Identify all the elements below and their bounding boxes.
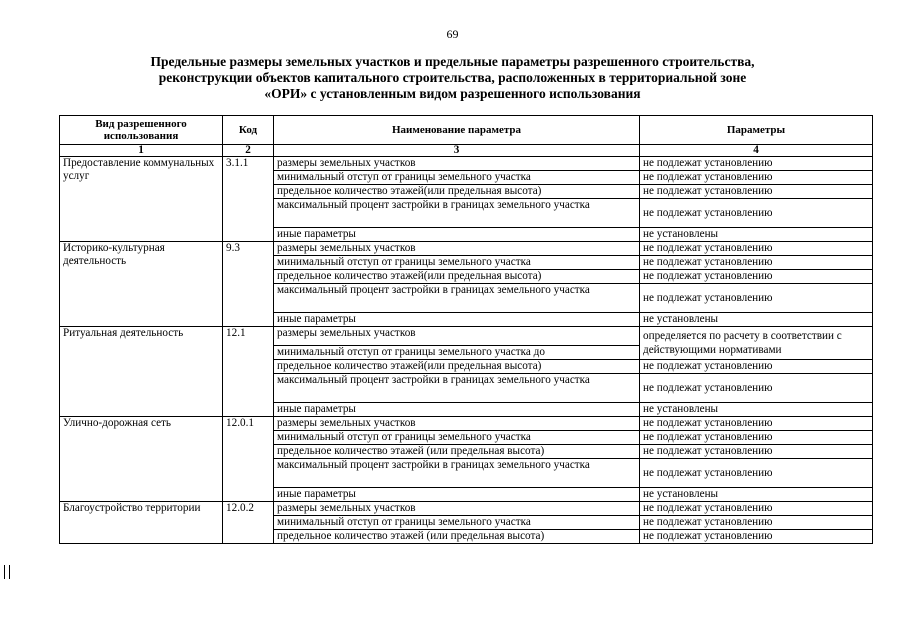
code-cell: 12.0.1 <box>223 417 274 502</box>
table-row <box>60 157 873 171</box>
parameter-name-cell: размеры земельных участков <box>274 157 640 171</box>
parameter-value-cell: не подлежат установлению <box>640 256 873 270</box>
parameter-value-cell: не подлежат установлению <box>640 284 873 313</box>
parameter-value-cell: не подлежат установлению <box>640 445 873 459</box>
parameter-name-cell: предельное количество этажей(или предельная высота) <box>274 360 640 374</box>
parameter-name-cell: предельное количество этажей (или предельная высота) <box>274 530 640 544</box>
column-number: 4 <box>640 145 873 157</box>
parameter-name-cell: размеры земельных участков <box>274 417 640 431</box>
title-line-2: реконструкции объектов капитального строительства, расположенных в территориальной зоне <box>158 70 747 85</box>
parameter-name-cell: предельное количество этажей (или предельная высота) <box>274 445 640 459</box>
parameter-name-cell: минимальный отступ от границы земельного участка <box>274 431 640 445</box>
parameter-name-cell: размеры земельных участков <box>274 502 640 516</box>
table-row <box>60 327 873 346</box>
parameter-value-cell: не подлежат установлению <box>640 502 873 516</box>
use-type-cell: Благоустройство территории <box>60 502 223 544</box>
column-number: 2 <box>223 145 274 157</box>
parameter-name-cell: иные параметры <box>274 313 640 327</box>
parameter-value-cell: не установлены <box>640 403 873 417</box>
use-type-cell: Предоставление коммунальных услуг <box>60 157 223 242</box>
parameter-name-cell: максимальный процент застройки в границах земельного участка <box>274 199 640 228</box>
scan-edge-mark <box>4 565 10 579</box>
parameter-value-cell: не установлены <box>640 488 873 502</box>
parameter-value-cell: не подлежат установлению <box>640 530 873 544</box>
parameter-value-cell: не установлены <box>640 313 873 327</box>
parameter-name-cell: предельное количество этажей(или предельная высота) <box>274 185 640 199</box>
parameter-value-cell: не подлежат установлению <box>640 374 873 403</box>
parameter-name-cell: размеры земельных участков <box>274 242 640 256</box>
parameter-name-cell: размеры земельных участков <box>274 327 640 346</box>
header-use-type: Вид разрешенного использования <box>60 116 223 145</box>
parameter-value-cell: не подлежат установлению <box>640 199 873 228</box>
code-cell: 3.1.1 <box>223 157 274 242</box>
use-type-cell: Ритуальная деятельность <box>60 327 223 417</box>
header-parameter-name: Наименование параметра <box>274 116 640 145</box>
parameter-value-cell: не подлежат установлению <box>640 417 873 431</box>
parameter-name-cell: максимальный процент застройки в границах земельного участка <box>274 284 640 313</box>
parameter-value-cell: не подлежат установлению <box>640 516 873 530</box>
code-cell: 12.1 <box>223 327 274 417</box>
parameter-name-cell: иные параметры <box>274 228 640 242</box>
parameter-value-cell: не подлежат установлению <box>640 270 873 284</box>
column-number: 3 <box>274 145 640 157</box>
parameter-name-cell: максимальный процент застройки в границах земельного участка <box>274 374 640 403</box>
parameter-value-cell: не подлежат установлению <box>640 171 873 185</box>
use-type-cell: Улично-дорожная сеть <box>60 417 223 502</box>
parameter-value-cell: не подлежат установлению <box>640 431 873 445</box>
column-number-row <box>60 145 873 157</box>
table-row <box>60 502 873 516</box>
title-line-1: Предельные размеры земельных участков и предельные параметры разрешенного строительства, <box>150 54 755 69</box>
use-type-cell: Историко-культурная деятельность <box>60 242 223 327</box>
code-cell: 9.3 <box>223 242 274 327</box>
title-line-3: «ОРИ» с установленным видом разрешенного использования <box>264 86 641 101</box>
parameter-name-cell: минимальный отступ от границы земельного участка <box>274 516 640 530</box>
page-number: 69 <box>446 27 459 41</box>
parameter-name-cell: иные параметры <box>274 488 640 502</box>
parameter-name-cell: иные параметры <box>274 403 640 417</box>
code-cell: 12.0.2 <box>223 502 274 544</box>
parameter-value-cell: не подлежат установлению <box>640 185 873 199</box>
header-code: Код <box>223 116 274 145</box>
parameter-name-cell: максимальный процент застройки в границах земельного участка <box>274 459 640 488</box>
header-parameters: Параметры <box>640 116 873 145</box>
parameter-value-cell: не подлежат установлению <box>640 242 873 256</box>
column-number: 1 <box>60 145 223 157</box>
document-title <box>40 54 865 102</box>
parameter-value-cell: не подлежат установлению <box>640 360 873 374</box>
parameter-name-cell: предельное количество этажей(или предельная высота) <box>274 270 640 284</box>
parameter-value-cell: не подлежат установлению <box>640 157 873 171</box>
parameter-value-cell: определяется по расчету в соответствии с действующими нормативами <box>640 327 873 360</box>
parameters-table <box>59 115 873 544</box>
parameter-name-cell: минимальный отступ от границы земельного участка <box>274 171 640 185</box>
parameter-name-cell: минимальный отступ от границы земельного участка до <box>274 346 640 360</box>
parameter-value-cell: не установлены <box>640 228 873 242</box>
parameter-value-cell: не подлежат установлению <box>640 459 873 488</box>
table-header-row <box>60 116 873 145</box>
table-row <box>60 242 873 256</box>
parameter-name-cell: минимальный отступ от границы земельного участка <box>274 256 640 270</box>
table-row <box>60 417 873 431</box>
